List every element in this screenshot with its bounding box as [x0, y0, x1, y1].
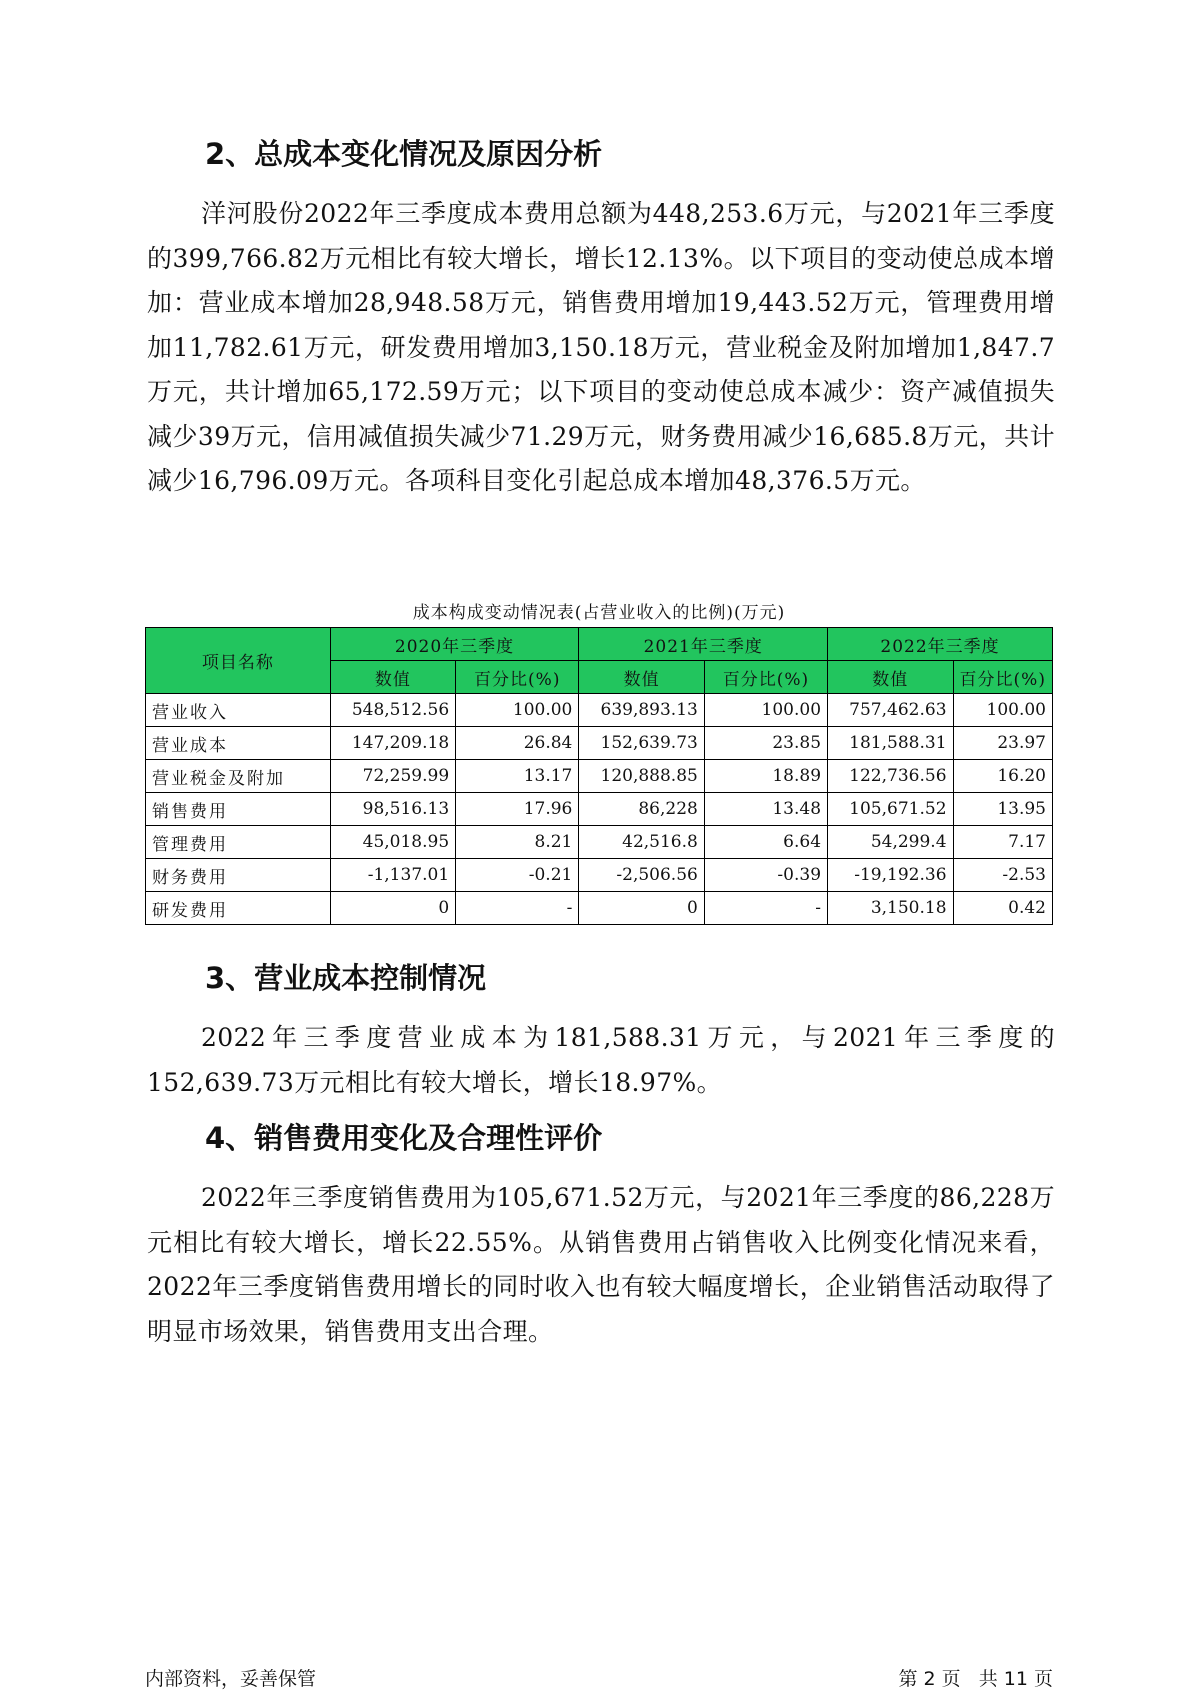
row-percent-cell: 6.64 [704, 826, 827, 859]
row-value-cell: 152,639.73 [579, 727, 704, 760]
footer-page-number: 第 2 页 共 11 页 [898, 1668, 1053, 1690]
row-value-cell: 639,893.13 [579, 694, 704, 727]
row-item-name: 财务费用 [146, 859, 331, 892]
row-percent-cell: 100.00 [704, 694, 827, 727]
row-percent-cell: 8.21 [456, 826, 579, 859]
row-value-cell: 548,512.56 [330, 694, 455, 727]
table-body [146, 694, 1053, 925]
row-percent-cell: -0.21 [456, 859, 579, 892]
row-percent-cell: 0.42 [953, 892, 1052, 925]
row-value-cell: 42,516.8 [579, 826, 704, 859]
row-percent-cell: 17.96 [456, 793, 579, 826]
row-value-cell: 3,150.18 [828, 892, 953, 925]
table-row [146, 826, 1053, 859]
table-row [146, 694, 1053, 727]
header-period-2020: 2020年三季度 [330, 628, 579, 661]
row-item-name: 营业收入 [146, 694, 331, 727]
section-2-heading: 2、总成本变化情况及原因分析 [205, 137, 603, 171]
row-percent-cell: 13.95 [953, 793, 1052, 826]
section-2-paragraph: 洋河股份2022年三季度成本费用总额为448,253.6万元，与2021年三季度的399,766.82万元相比有较大增长，增长12.13%。以下项目的变动使总成本增加：营业成本增加28,948.58万元，销售费用增加19,443.52万元，管理费用增加11,782.61万元，研发费用增加3,150.18万元，营业税金及附加增加1,847.7万元，共计增加65,172.59万元；以下项目的变动使总成本减少：资产减值损失减少39万元，信用减值损失减少71.29万元，财务费用减少16,685.8万元，共计减少16,796.09万元。各项科目变化引起总成本增加48,376.5万元。 [147, 199, 1055, 495]
row-item-name: 销售费用 [146, 793, 331, 826]
row-value-cell: 181,588.31 [828, 727, 953, 760]
row-value-cell: 54,299.4 [828, 826, 953, 859]
table-row [146, 892, 1053, 925]
row-percent-cell: 13.17 [456, 760, 579, 793]
row-item-name: 营业税金及附加 [146, 760, 331, 793]
row-percent-cell: 100.00 [456, 694, 579, 727]
footer-confidential-note: 内部资料，妥善保管 [145, 1668, 317, 1690]
row-percent-cell: -2.53 [953, 859, 1052, 892]
section-4-paragraph: 2022年三季度销售费用为105,671.52万元，与2021年三季度的86,228万元相比有较大增长，增长22.55%。从销售费用占销售收入比例变化情况来看，2022年三季度销售费用增长的同时收入也有较大幅度增长，企业销售活动取得了明显市场效果，销售费用支出合理。 [147, 1183, 1055, 1346]
row-value-cell: 757,462.63 [828, 694, 953, 727]
row-item-name: 管理费用 [146, 826, 331, 859]
row-percent-cell: 23.97 [953, 727, 1052, 760]
row-percent-cell: 100.00 [953, 694, 1052, 727]
row-value-cell: 120,888.85 [579, 760, 704, 793]
section-4-heading: 4、销售费用变化及合理性评价 [205, 1121, 603, 1155]
row-percent-cell: 26.84 [456, 727, 579, 760]
row-percent-cell: 13.48 [704, 793, 827, 826]
header-period-2022: 2022年三季度 [828, 628, 1053, 661]
subheader-percent: 百分比(%) [953, 661, 1052, 694]
subheader-value: 数值 [330, 661, 455, 694]
row-value-cell: -19,192.36 [828, 859, 953, 892]
row-value-cell: 105,671.52 [828, 793, 953, 826]
row-percent-cell: - [704, 892, 827, 925]
section-3-heading: 3、营业成本控制情况 [205, 961, 487, 995]
table-caption: 成本构成变动情况表(占营业收入的比例)(万元) [412, 603, 786, 623]
row-percent-cell: - [456, 892, 579, 925]
row-value-cell: 45,018.95 [330, 826, 455, 859]
subheader-percent: 百分比(%) [456, 661, 579, 694]
row-percent-cell: -0.39 [704, 859, 827, 892]
row-value-cell: 86,228 [579, 793, 704, 826]
table-row [146, 793, 1053, 826]
row-percent-cell: 7.17 [953, 826, 1052, 859]
header-item-name: 项目名称 [146, 628, 331, 694]
header-period-2021: 2021年三季度 [579, 628, 828, 661]
row-value-cell: -1,137.01 [330, 859, 455, 892]
row-percent-cell: 18.89 [704, 760, 827, 793]
row-value-cell: -2,506.56 [579, 859, 704, 892]
table-row [146, 727, 1053, 760]
row-item-name: 研发费用 [146, 892, 331, 925]
cost-structure-table [145, 627, 1053, 925]
table-row [146, 859, 1053, 892]
row-percent-cell: 16.20 [953, 760, 1052, 793]
row-value-cell: 122,736.56 [828, 760, 953, 793]
table-row [146, 760, 1053, 793]
subheader-percent: 百分比(%) [704, 661, 827, 694]
section-3-paragraph: 2022年三季度营业成本为181,588.31万元，与2021年三季度的152,639.73万元相比有较大增长，增长18.97%。 [147, 1023, 1055, 1097]
row-value-cell: 98,516.13 [330, 793, 455, 826]
row-percent-cell: 23.85 [704, 727, 827, 760]
row-value-cell: 147,209.18 [330, 727, 455, 760]
subheader-value: 数值 [828, 661, 953, 694]
row-item-name: 营业成本 [146, 727, 331, 760]
row-value-cell: 0 [330, 892, 455, 925]
row-value-cell: 72,259.99 [330, 760, 455, 793]
row-value-cell: 0 [579, 892, 704, 925]
subheader-value: 数值 [579, 661, 704, 694]
